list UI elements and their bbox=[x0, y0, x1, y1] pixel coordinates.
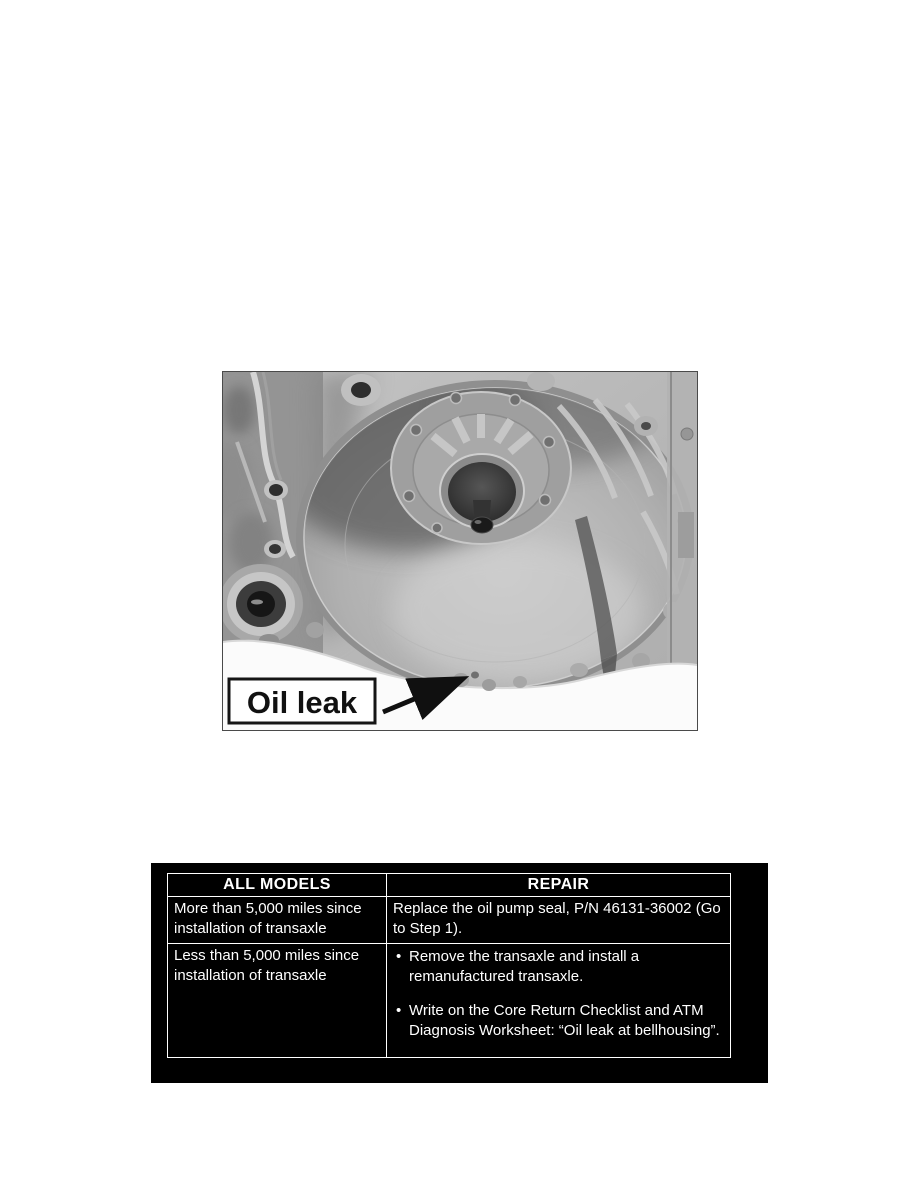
header-cell-repair: REPAIR bbox=[387, 874, 731, 897]
list-item bbox=[396, 947, 725, 987]
bullet-text: Remove the transaxle and install a remanufactured transaxle. bbox=[409, 948, 640, 985]
table-row bbox=[168, 897, 731, 944]
repair-cell-remanufacture bbox=[387, 944, 731, 1058]
repair-table bbox=[167, 873, 731, 1058]
repair-cell-replace-seal: Replace the oil pump seal, P/N 46131-36002 (Go to Step 1). bbox=[387, 897, 731, 944]
repair-bullet-list bbox=[393, 947, 725, 1041]
table-header-row bbox=[168, 874, 731, 897]
bellhousing-photo-art bbox=[223, 372, 697, 730]
header-cell-all-models: ALL MODELS bbox=[168, 874, 387, 897]
bullet-text: Write on the Core Return Checklist and ATM Diagnosis Worksheet: “Oil leak at bellhousing”. bbox=[409, 1002, 720, 1039]
table-row bbox=[168, 944, 731, 1058]
bullet-icon: • bbox=[396, 948, 402, 965]
right-edge-parts bbox=[667, 372, 697, 672]
repair-panel bbox=[151, 863, 768, 1083]
condition-cell-more-than-5000: More than 5,000 miles since installation of transaxle bbox=[168, 897, 387, 944]
callout-label: Oil leak bbox=[246, 685, 358, 720]
bullet-icon: • bbox=[396, 1002, 402, 1019]
oil-pump-hub bbox=[391, 392, 571, 544]
bellhousing-photo bbox=[222, 371, 698, 731]
condition-cell-less-than-5000: Less than 5,000 miles since installation of transaxle bbox=[168, 944, 387, 1058]
list-item bbox=[396, 1001, 725, 1041]
